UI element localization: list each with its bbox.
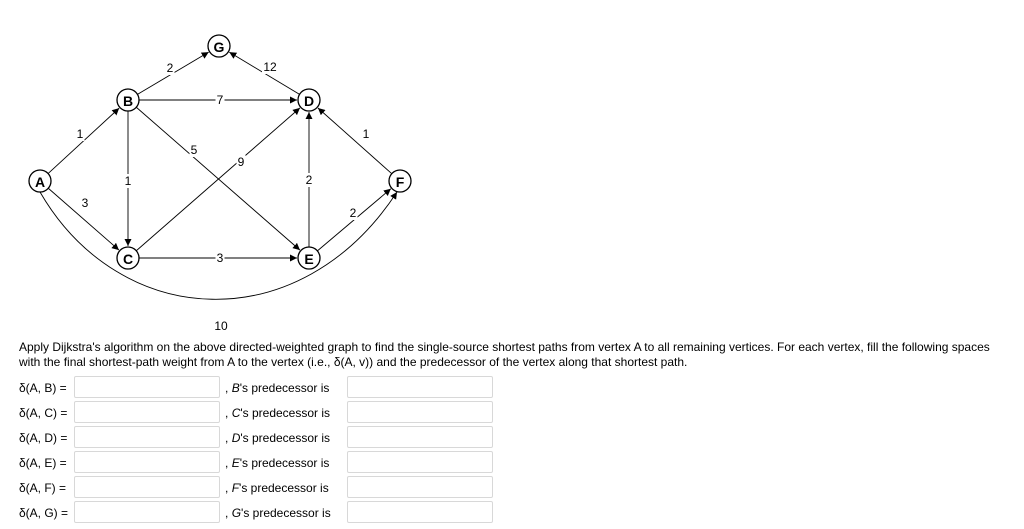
distance-input-g[interactable] xyxy=(74,501,220,523)
distance-label: δ(A, G) = xyxy=(19,506,69,520)
edge-weight-a-b: 1 xyxy=(76,127,84,141)
question-text: Apply Dijkstra's algorithm on the above directed-weighted graph to find the single-source shortest paths from vertex A to all remaining vertices. For each vertex, fill the following spaces with the final shortest-path weight from A to the vertex (i.e., δ(A, v)) and the predecessor of the vertex along that shortest path. xyxy=(19,340,990,369)
predecessor-suffix: 's predecessor is xyxy=(240,406,331,420)
predecessor-suffix: 's predecessor is xyxy=(239,456,330,470)
predecessor-label xyxy=(225,381,329,395)
predecessor-input-f[interactable] xyxy=(347,476,493,498)
distance-input-b[interactable] xyxy=(74,376,220,398)
node-b xyxy=(117,89,139,111)
predecessor-suffix: 's predecessor is xyxy=(239,481,329,495)
edge-weight-a-f: 10 xyxy=(214,319,228,333)
predecessor-input-g[interactable] xyxy=(347,501,493,523)
predecessor-label xyxy=(225,456,329,470)
vertex-name: C xyxy=(231,406,241,420)
edge-b-e xyxy=(136,107,300,250)
predecessor-label xyxy=(225,406,330,420)
edge-weight-b-e: 5 xyxy=(190,143,198,157)
predecessor-input-c[interactable] xyxy=(347,401,493,423)
edge-weight-d-g: 12 xyxy=(263,60,277,74)
vertex-name: D xyxy=(231,431,241,445)
node-d xyxy=(298,89,320,111)
edge-weight-b-g: 2 xyxy=(166,61,174,75)
edge-a-f xyxy=(40,192,397,299)
comma: , xyxy=(225,431,229,445)
distance-input-f[interactable] xyxy=(74,476,220,498)
node-f xyxy=(389,170,411,192)
predecessor-label xyxy=(225,481,329,495)
distance-label: δ(A, F) = xyxy=(19,481,67,495)
distance-input-e[interactable] xyxy=(74,451,220,473)
distance-input-d[interactable] xyxy=(74,426,220,448)
distance-label: δ(A, E) = xyxy=(19,456,67,470)
comma: , xyxy=(225,381,229,395)
node-g xyxy=(208,35,230,57)
predecessor-input-d[interactable] xyxy=(347,426,493,448)
edge-f-d xyxy=(318,108,392,174)
predecessor-suffix: 's predecessor is xyxy=(241,506,331,520)
distance-label: δ(A, C) = xyxy=(19,406,68,420)
edge-weight-f-d: 1 xyxy=(362,127,370,141)
vertex-name: F xyxy=(231,481,240,495)
edge-weight-c-e: 3 xyxy=(216,251,224,265)
comma: , xyxy=(225,406,229,420)
vertex-name: G xyxy=(231,506,242,520)
node-c xyxy=(117,247,139,269)
vertex-name: B xyxy=(231,381,240,395)
edge-weight-e-d: 2 xyxy=(305,173,313,187)
predecessor-input-b[interactable] xyxy=(347,376,493,398)
edge-weight-c-d: 9 xyxy=(237,155,245,169)
edge-weight-e-f: 2 xyxy=(349,206,357,220)
node-a xyxy=(29,170,51,192)
node-label: F xyxy=(395,174,405,190)
distance-label: δ(A, B) = xyxy=(19,381,67,395)
distance-input-c[interactable] xyxy=(74,401,220,423)
predecessor-suffix: 's predecessor is xyxy=(240,431,331,445)
node-label: G xyxy=(213,39,225,55)
distance-label: δ(A, D) = xyxy=(19,431,68,445)
node-label: B xyxy=(122,93,134,109)
edge-weight-b-c: 1 xyxy=(124,174,132,188)
node-label: C xyxy=(122,251,134,267)
edge-weight-b-d: 7 xyxy=(216,93,224,107)
comma: , xyxy=(225,456,229,470)
predecessor-suffix: 's predecessor is xyxy=(239,381,330,395)
predecessor-label xyxy=(225,506,331,520)
vertex-name: E xyxy=(231,456,240,470)
node-label: A xyxy=(34,174,46,190)
predecessor-label xyxy=(225,431,330,445)
edge-weight-a-c: 3 xyxy=(81,196,89,210)
comma: , xyxy=(225,506,229,520)
edge-c-d xyxy=(136,108,300,251)
node-e xyxy=(298,247,320,269)
node-label: E xyxy=(304,251,314,267)
node-label: D xyxy=(303,93,315,109)
comma: , xyxy=(225,481,229,495)
predecessor-input-e[interactable] xyxy=(347,451,493,473)
